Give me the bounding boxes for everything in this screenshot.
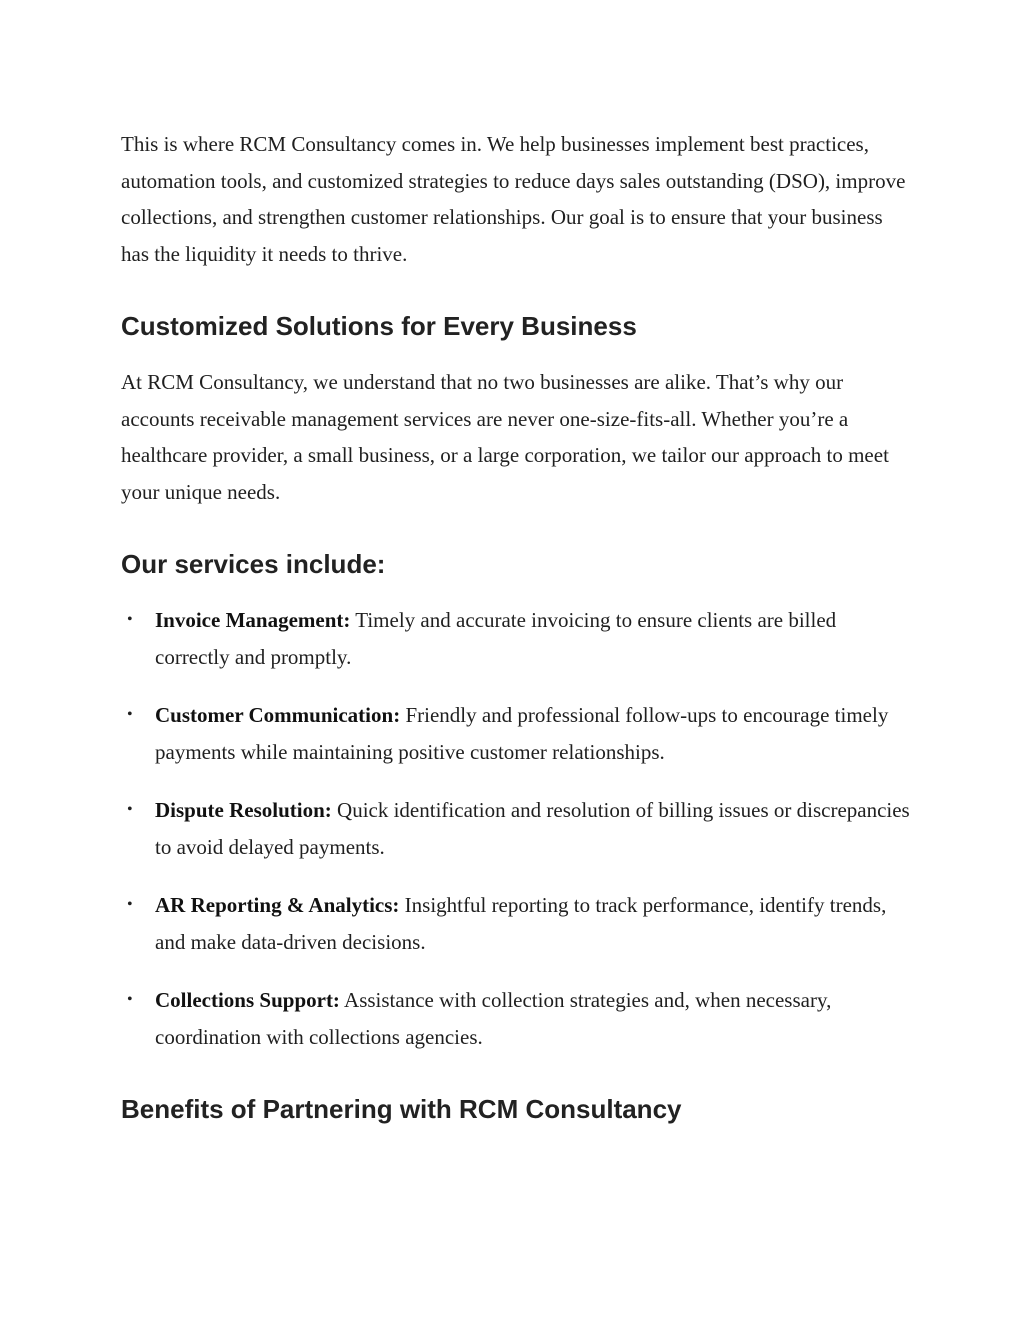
service-description: Quick identification and resolution of billing issues or discrepancies to avoid delayed payments. [155, 798, 910, 859]
service-title: AR Reporting & Analytics: [155, 893, 400, 917]
service-title: Invoice Management: [155, 608, 351, 632]
bullet-icon: • [127, 991, 133, 1008]
service-description: Insightful reporting to track performance, identify trends, and make data-driven decisions. [155, 893, 887, 954]
service-item-customer-communication [121, 697, 911, 770]
document-page [121, 126, 911, 1125]
intro-paragraph: This is where RCM Consultancy comes in. We help businesses implement best practices, automation tools, and customized strategies to reduce days sales outstanding (DSO), improve collections, and strengthen customer relationships. Our goal is to ensure that your business has the liquidity it needs to thrive. [121, 132, 906, 266]
bullet-icon: • [127, 896, 133, 913]
service-description: Timely and accurate invoicing to ensure clients are billed correctly and promptly. [155, 608, 837, 669]
service-title: Customer Communication: [155, 703, 401, 727]
bullet-icon: • [127, 801, 133, 818]
benefits-heading: Benefits of Partnering with RCM Consultancy [121, 1094, 682, 1124]
services-list [121, 602, 911, 1055]
bullet-icon: • [127, 706, 133, 723]
service-description: Friendly and professional follow-ups to encourage timely payments while maintaining positive customer relationships. [155, 703, 889, 764]
service-item-collections-support [121, 982, 911, 1055]
custom-solutions-heading: Customized Solutions for Every Business [121, 311, 637, 341]
service-description: Assistance with collection strategies and, when necessary, coordination with collections agencies. [155, 988, 832, 1049]
custom-solutions-paragraph: At RCM Consultancy, we understand that no two businesses are alike. That’s why our accounts receivable management services are never one-size-fits-all. Whether you’re a healthcare provider, a small business, or a large corporation, we tailor our approach to meet your unique needs. [121, 370, 889, 504]
service-title: Dispute Resolution: [155, 798, 332, 822]
services-heading: Our services include: [121, 549, 386, 579]
service-item-invoice-management [121, 602, 911, 675]
bullet-icon: • [127, 611, 133, 628]
service-title: Collections Support: [155, 988, 340, 1012]
service-item-ar-reporting [121, 887, 911, 960]
service-item-dispute-resolution [121, 792, 911, 865]
